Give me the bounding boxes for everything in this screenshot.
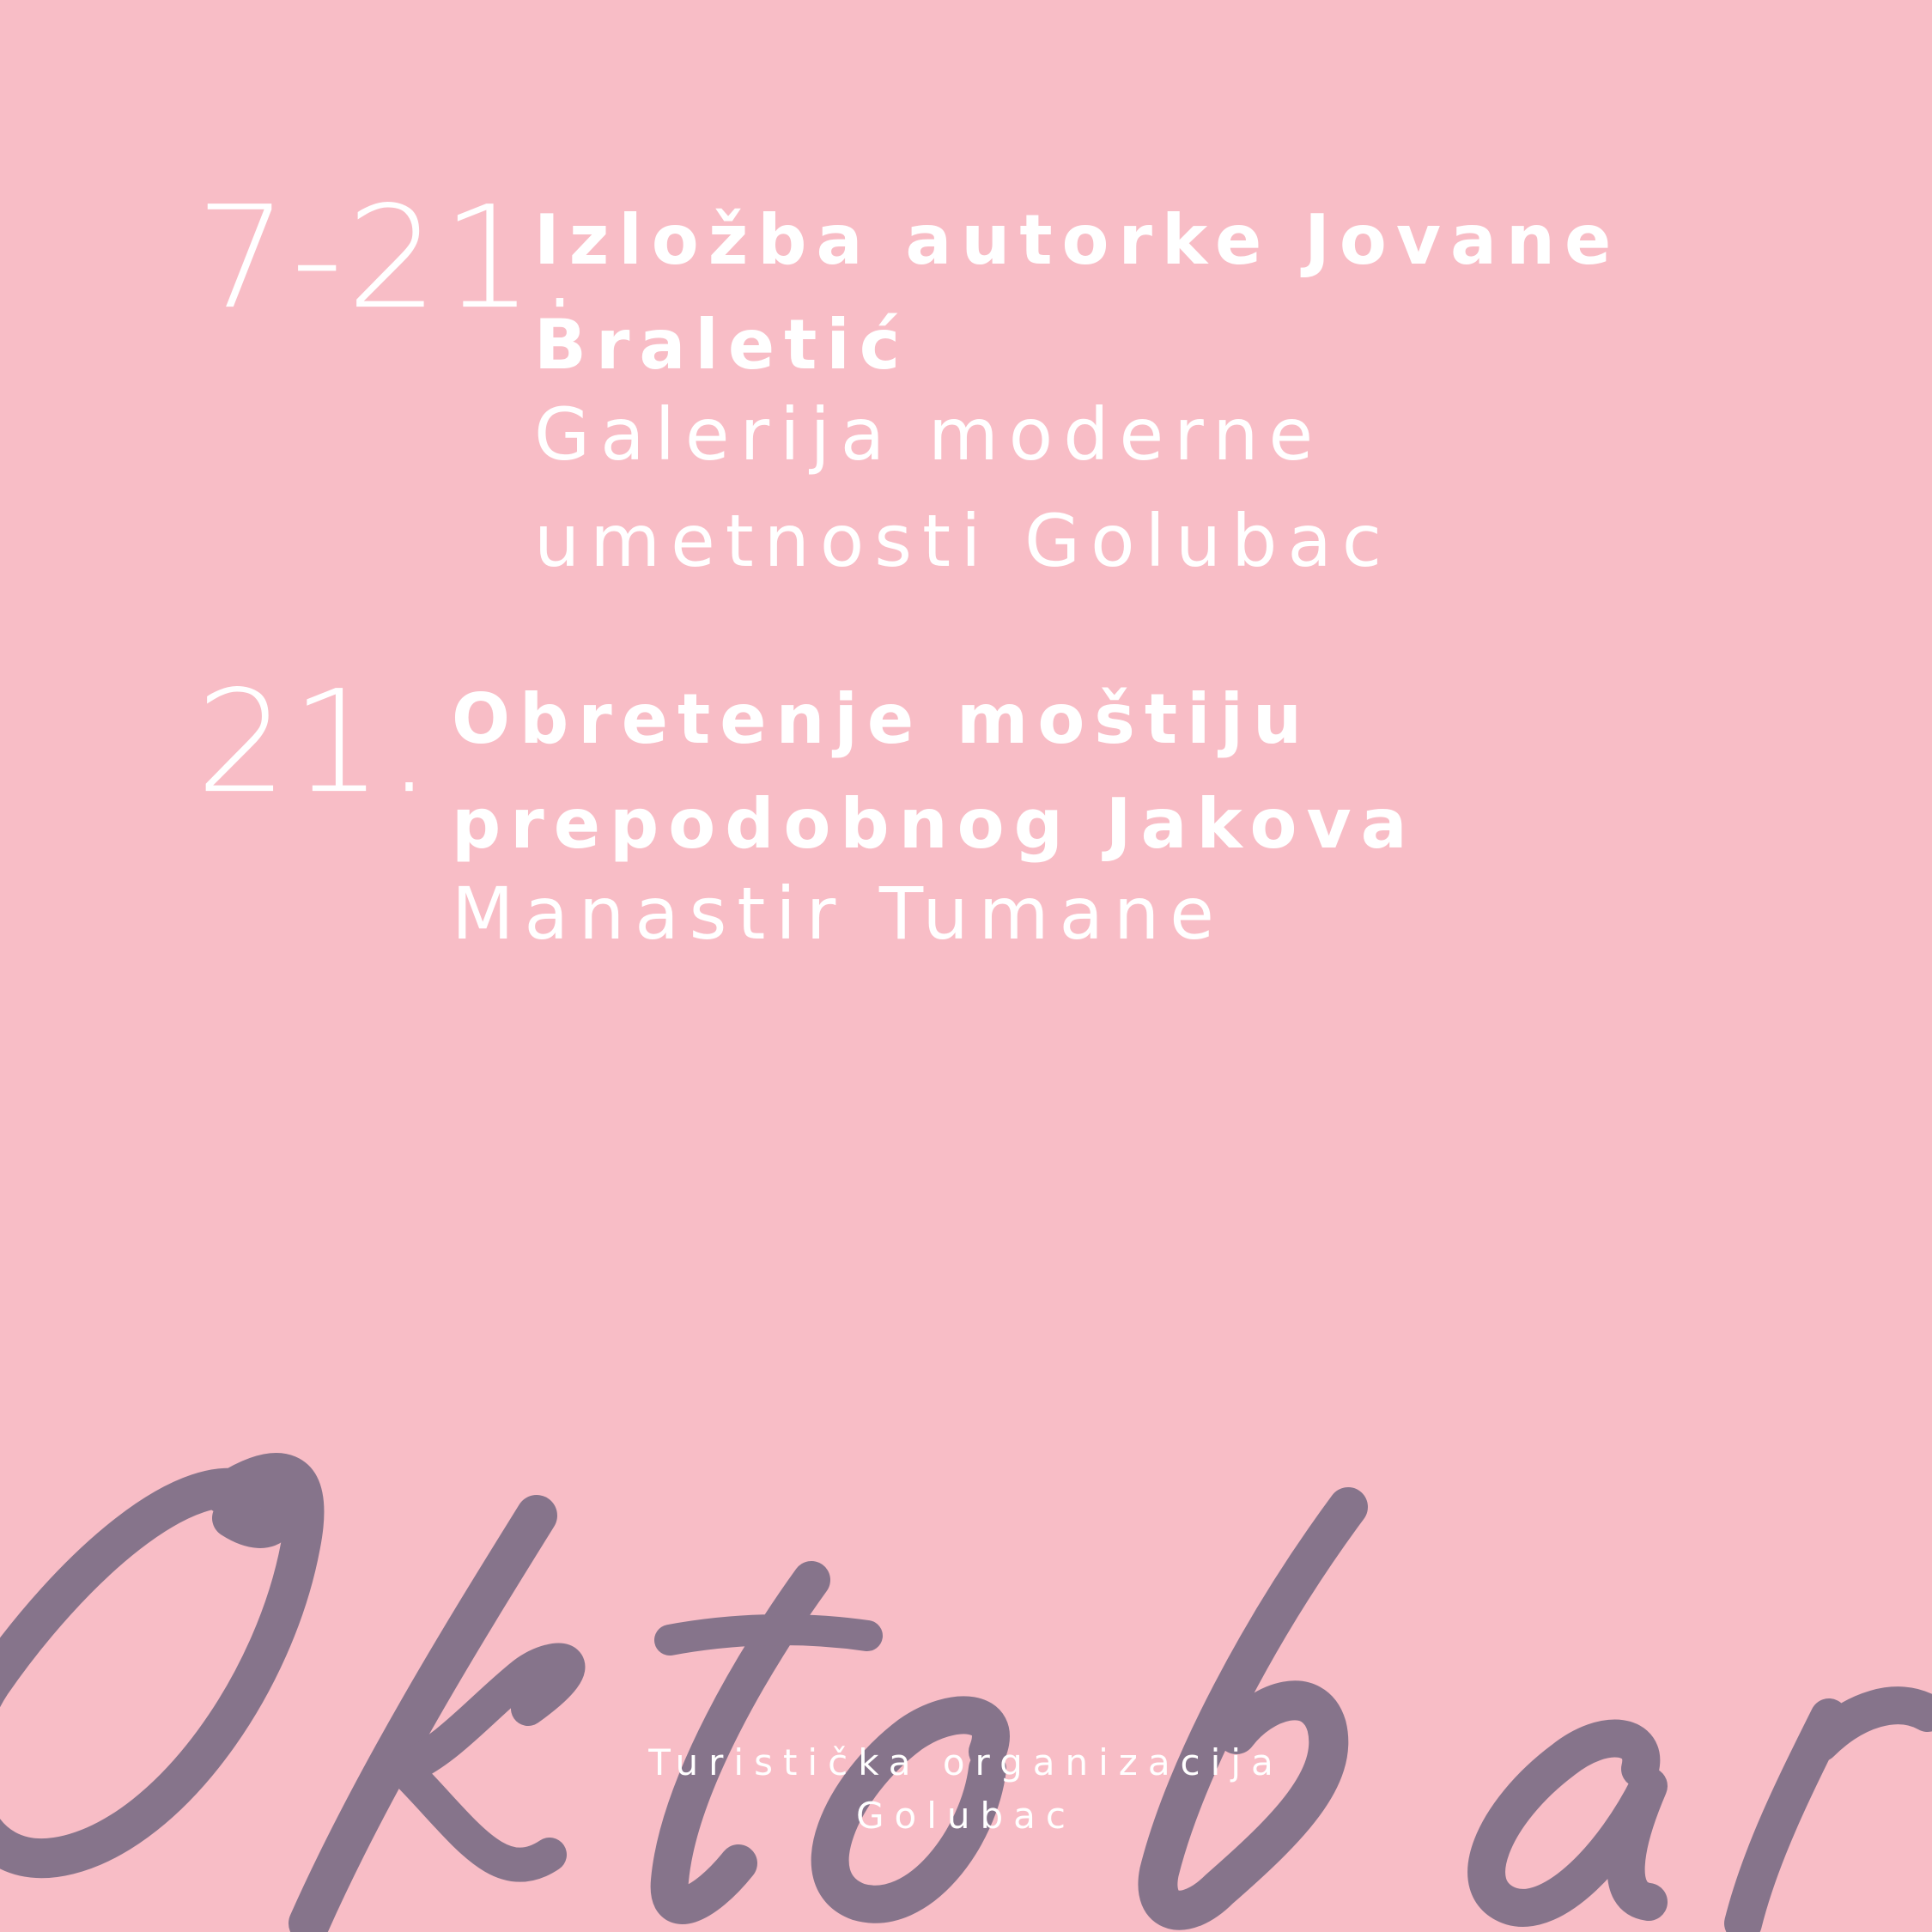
footer-line-2: Golubac — [855, 1795, 1077, 1837]
script-letter-b — [1157, 1507, 1348, 1911]
event-1-title-line-2: Braletić — [534, 305, 910, 385]
event-2-title-line-2: prepodobnog Jakova — [452, 784, 1417, 864]
event-1-venue-line-1: Galerija moderne — [534, 392, 1324, 477]
event-1-title-line-1: Izložba autorke Jovane — [534, 200, 1621, 280]
script-letter-t-cross — [670, 1630, 867, 1640]
event-2-title-line-1: Obretenje moštiju — [452, 679, 1311, 759]
footer-line-1: Turistička organizacija — [648, 1741, 1284, 1783]
footer-organization — [0, 1736, 1932, 1843]
event-1-venue-line-2: umetnosti Golubac — [534, 499, 1393, 583]
event-2-venue-line-1: Manastir Tumane — [452, 872, 1224, 956]
event-1-date: 7-21. — [196, 175, 586, 341]
event-2-date: 21. — [196, 659, 436, 825]
